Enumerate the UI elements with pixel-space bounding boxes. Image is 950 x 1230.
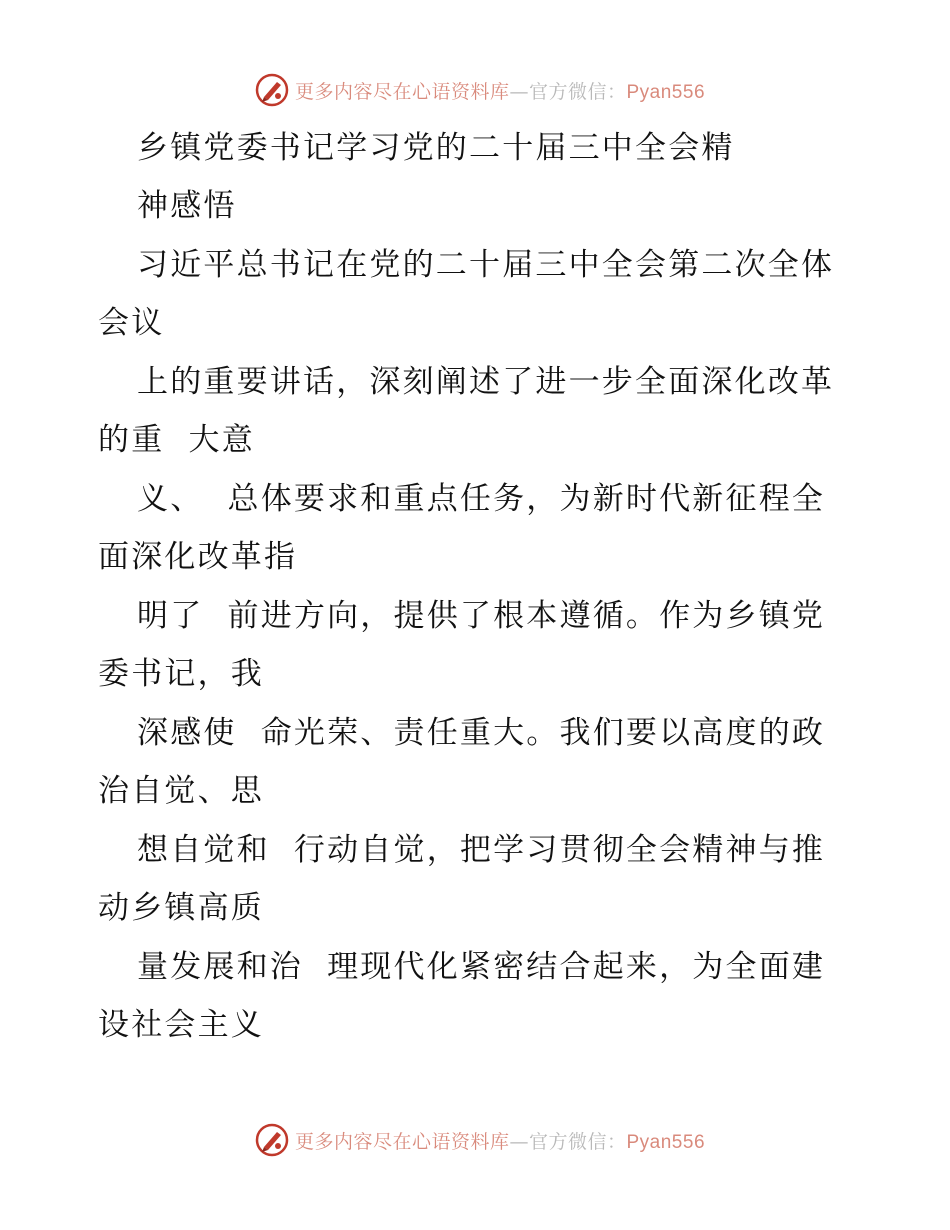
paragraph-line: 会议 [98, 305, 165, 341]
watermark-wechat-id: Pyan556 [626, 81, 706, 103]
watermark-wechat-id: Pyan556 [626, 1131, 706, 1153]
paragraph-line: 想自觉和 行动自觉，把学习贯彻全会精神与推 [137, 832, 826, 868]
header-watermark [0, 70, 950, 110]
watermark-sep: — [509, 80, 529, 103]
document-title-line-2: 神感悟 [137, 188, 237, 224]
watermark-wechat-label: 官方微信： [528, 80, 627, 103]
paragraph-line: 的重 大意 [98, 422, 255, 458]
paragraph-line: 深感使 命光荣、责任重大。我们要以高度的政 [137, 715, 826, 751]
pen-logo-icon [255, 73, 289, 107]
paragraph-line: 委书记，我 [98, 656, 264, 692]
document-title-line-1: 乡镇党委书记学习党的二十届三中全会精 [137, 130, 735, 166]
paragraph-line: 量发展和治 理现代化紧密结合起来，为全面建 [137, 949, 826, 985]
pen-logo-icon [255, 1123, 289, 1157]
footer-watermark [0, 1120, 950, 1160]
paragraph-line: 明了 前进方向，提供了根本遵循。作为乡镇党 [137, 598, 826, 634]
paragraph-line: 治自觉、思 [98, 773, 264, 809]
paragraph-line: 动乡镇高质 [98, 890, 264, 926]
footer-watermark-inner [255, 1123, 705, 1157]
watermark-main: 更多内容尽在心语资料库 [294, 1130, 510, 1153]
watermark-wechat-label: 官方微信： [528, 1130, 627, 1153]
watermark-main: 更多内容尽在心语资料库 [294, 80, 510, 103]
paragraph-line: 习近平总书记在党的二十届三中全会第二次全体 [137, 247, 835, 283]
watermark-text [295, 1127, 705, 1154]
paragraph-line: 上的重要讲话，深刻阐述了进一步全面深化改革 [137, 364, 835, 400]
paragraph-line: 面深化改革指 [98, 539, 298, 575]
paragraph-line: 义、 总体要求和重点任务，为新时代新征程全 [137, 481, 826, 517]
watermark-sep: — [509, 1130, 529, 1153]
watermark-text [295, 77, 705, 104]
paragraph-line: 设社会主义 [98, 1007, 264, 1043]
header-watermark-inner [255, 73, 705, 107]
